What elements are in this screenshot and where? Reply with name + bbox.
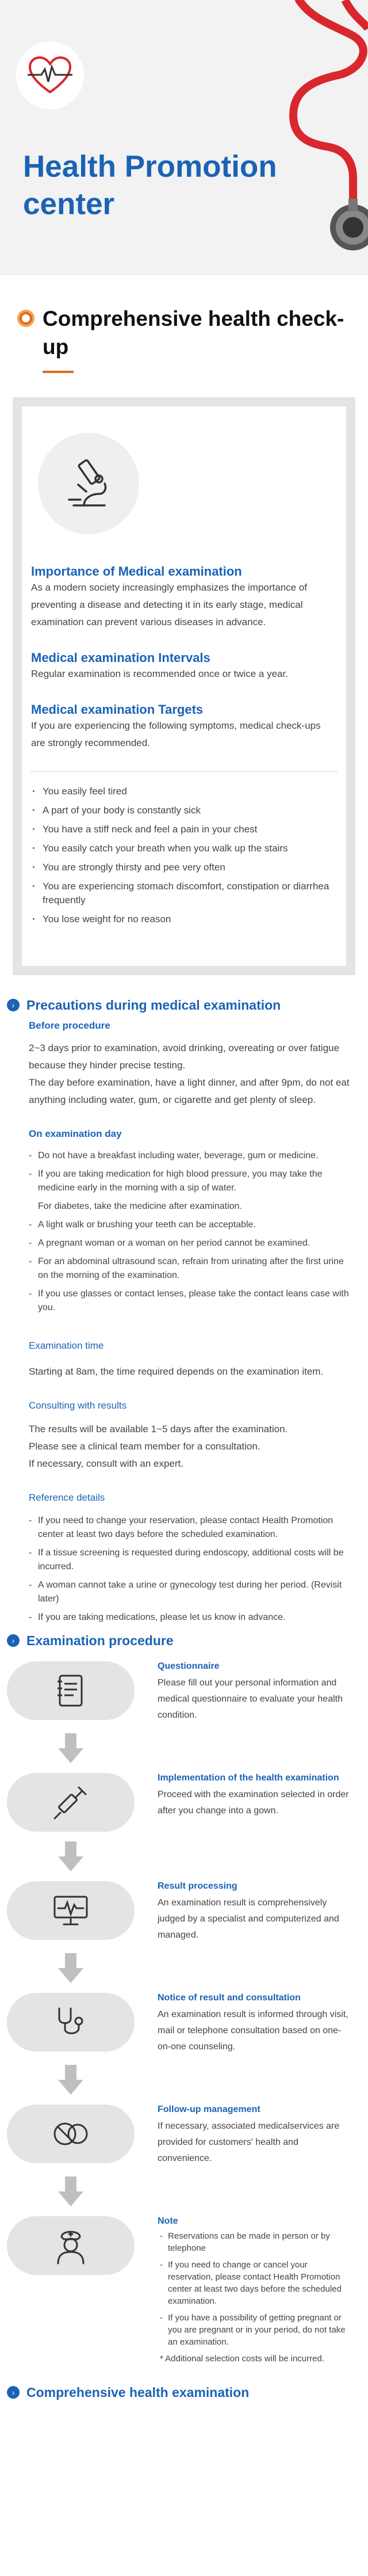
procedure-steps bbox=[0, 1661, 368, 2365]
heart-pulse-icon bbox=[28, 55, 72, 96]
targets-text: If you are experiencing the following symptoms, medical check-ups are strongly recommended. bbox=[31, 720, 321, 748]
step-text: An examination result is comprehensively judged by a specialist and computerized and managed. bbox=[158, 1898, 339, 1940]
step-text: Please fill out your personal information and medical questionnaire to evaluate your health condition. bbox=[158, 1678, 343, 1720]
list-item: - A light walk or brushing your teeth can be acceptable. bbox=[29, 1218, 355, 1232]
symptom-list bbox=[31, 785, 337, 926]
down-arrow-icon bbox=[7, 2055, 135, 2105]
list-item: · You easily feel tired bbox=[31, 785, 337, 798]
note-title: Note bbox=[158, 2216, 178, 2226]
list-item: - If you are taking medications, please let us know in advance. bbox=[29, 1611, 355, 1624]
procedure-header bbox=[0, 1629, 368, 1652]
nurse-icon bbox=[53, 2227, 88, 2265]
exam-day-list bbox=[29, 1149, 355, 1195]
bottom-spacer bbox=[0, 2404, 368, 2414]
section-underline bbox=[43, 371, 74, 373]
step-icon-pill bbox=[7, 1773, 135, 1832]
list-item: - If a tissue screening is requested during endoscopy, additional costs will be incurred. bbox=[29, 1546, 355, 1574]
precautions-header bbox=[0, 994, 368, 1017]
divider bbox=[31, 771, 337, 772]
comprehensive-exam-title: Comprehensive health examination bbox=[26, 2384, 250, 2400]
chevron-right-icon: › bbox=[7, 999, 20, 1011]
importance-text: As a modern society increasingly emphasizes the importance of preventing a disease and detecting it in its early stage, medical examination can prevent various diseases in advance. bbox=[31, 582, 308, 627]
consult-text-3: If necessary, consult with an expert. bbox=[29, 1458, 183, 1469]
step-icon-pill bbox=[7, 1993, 135, 2052]
list-item: - A woman cannot take a urine or gynecology test during her period. (Revisit later) bbox=[29, 1578, 355, 1606]
list-item: · You lose weight for no reason bbox=[31, 912, 337, 926]
procedure-step bbox=[7, 1993, 355, 2055]
page-title: Health Promotion center bbox=[23, 150, 277, 221]
consult-title: Consulting with results bbox=[29, 1400, 127, 1411]
consult-text-1: The results will be available 1~5 days after the examination. bbox=[29, 1424, 288, 1435]
before-title: Before procedure bbox=[29, 1020, 110, 1031]
hero-banner bbox=[0, 0, 368, 275]
step-title: Questionnaire bbox=[158, 1661, 220, 1671]
procedure-step bbox=[7, 1881, 355, 1943]
microscope-icon bbox=[61, 456, 116, 511]
chevron-right-icon: › bbox=[7, 1634, 20, 1647]
step-icon-pill bbox=[7, 2216, 135, 2275]
consult-text-2: Please see a clinical team member for a consultation. bbox=[29, 1441, 260, 1452]
time-title: Examination time bbox=[29, 1340, 104, 1351]
list-item: - A pregnant woman or a woman on her period cannot be examined. bbox=[29, 1236, 355, 1250]
targets-title: Medical examination Targets bbox=[31, 702, 204, 717]
list-item: - If you need to change your reservation, please contact Health Promotion center at least two days before the scheduled examination. bbox=[29, 1514, 355, 1542]
intervals-text: Regular examination is recommended once or twice a year. bbox=[31, 668, 288, 679]
stethoscope-icon bbox=[53, 2005, 88, 2040]
step-text: Proceed with the examination selected in order after you change into a gown. bbox=[158, 1790, 349, 1816]
chevron-right-icon: › bbox=[7, 2386, 20, 2399]
exam-day-list-2 bbox=[29, 1218, 355, 1315]
procedure-step bbox=[7, 1773, 355, 1832]
precautions-title: Precautions during medical examination bbox=[26, 997, 281, 1013]
exam-day-note: For diabetes, take the medicine after examination. bbox=[38, 1201, 242, 1211]
before-text-2: The day before examination, have a light dinner, and after 9pm, do not eat anything including water, gum, or cigarette and get plenty of sleep. bbox=[29, 1077, 350, 1105]
step-title: Implementation of the health examination bbox=[158, 1773, 339, 1783]
section-title: Comprehensive health check-up bbox=[43, 307, 344, 359]
list-item: - Do not have a breakfast including water, beverage, gum or medicine. bbox=[29, 1149, 355, 1163]
list-item: - If you need to change or cancel your reservation, please contact Health Promotion center at least two days before the scheduled examination. bbox=[158, 2259, 353, 2307]
precautions-content bbox=[0, 1020, 368, 1624]
comprehensive-exam-header bbox=[0, 2381, 368, 2404]
procedure-note bbox=[7, 2216, 355, 2365]
down-arrow-icon bbox=[7, 1723, 135, 1773]
section-bullet-icon bbox=[17, 310, 34, 327]
reference-list bbox=[29, 1514, 355, 1624]
list-item: - Reservations can be made in person or by telephone bbox=[158, 2230, 353, 2254]
list-item: - For an abdominal ultrasound scan, refrain from urinating after the first urine on the morning of the examination. bbox=[29, 1255, 355, 1283]
list-item: · You are experiencing stomach discomfort, constipation or diarrhea frequently bbox=[31, 880, 337, 907]
questionnaire-icon bbox=[55, 1673, 86, 1708]
section-header bbox=[0, 275, 368, 397]
time-text: Starting at 8am, the time required depends on the examination item. bbox=[29, 1366, 324, 1377]
note-list bbox=[158, 2230, 353, 2348]
procedure-step bbox=[7, 1661, 355, 1723]
exam-day-title: On examination day bbox=[29, 1128, 122, 1139]
syringe-icon bbox=[52, 1784, 89, 1821]
microscope-badge bbox=[38, 433, 139, 534]
note-extra: * Additional selection costs will be incurred. bbox=[160, 2354, 324, 2364]
info-box bbox=[13, 397, 355, 975]
list-item: · You are strongly thirsty and pee very often bbox=[31, 861, 337, 874]
step-text: An examination result is informed through visit, mail or telephone consultation based on one-on-one counseling. bbox=[158, 2010, 348, 2052]
step-title: Follow-up management bbox=[158, 2105, 260, 2114]
step-text: If necessary, associated medicalservices are provided for customers' health and convenience. bbox=[158, 2121, 340, 2163]
down-arrow-icon bbox=[7, 1943, 135, 1993]
list-item: - If you are taking medication for high blood pressure, you may take the medicine early in the morning with a sip of water. bbox=[29, 1167, 355, 1195]
down-arrow-icon bbox=[7, 1832, 135, 1881]
pills-icon bbox=[52, 2120, 89, 2148]
step-icon-pill bbox=[7, 1881, 135, 1940]
reference-title: Reference details bbox=[29, 1492, 105, 1503]
list-item: · You easily catch your breath when you walk up the stairs bbox=[31, 842, 337, 855]
step-icon-pill bbox=[7, 1661, 135, 1720]
step-icon-pill bbox=[7, 2105, 135, 2163]
list-item: · You have a stiff neck and feel a pain in your chest bbox=[31, 823, 337, 836]
intervals-title: Medical examination Intervals bbox=[31, 650, 210, 665]
procedure-step bbox=[7, 2105, 355, 2167]
logo bbox=[16, 41, 84, 109]
procedure-title: Examination procedure bbox=[26, 1633, 174, 1648]
step-title: Notice of result and consultation bbox=[158, 1993, 301, 2003]
importance-title: Importance of Medical examination bbox=[31, 564, 242, 579]
down-arrow-icon bbox=[7, 2167, 135, 2216]
step-title: Result processing bbox=[158, 1881, 237, 1891]
before-text-1: 2~3 days prior to examination, avoid drinking, overeating or over fatigue because they hinder precise testing. bbox=[29, 1042, 340, 1071]
stethoscope-illustration-icon bbox=[230, 0, 368, 275]
monitor-icon bbox=[52, 1894, 89, 1927]
list-item: - If you use glasses or contact lenses, please take the contact leans case with you. bbox=[29, 1287, 355, 1315]
list-item: · A part of your body is constantly sick bbox=[31, 804, 337, 817]
list-item: - If you have a possibility of getting pregnant or you are pregnant or in your period, do not take an examination. bbox=[158, 2312, 353, 2348]
